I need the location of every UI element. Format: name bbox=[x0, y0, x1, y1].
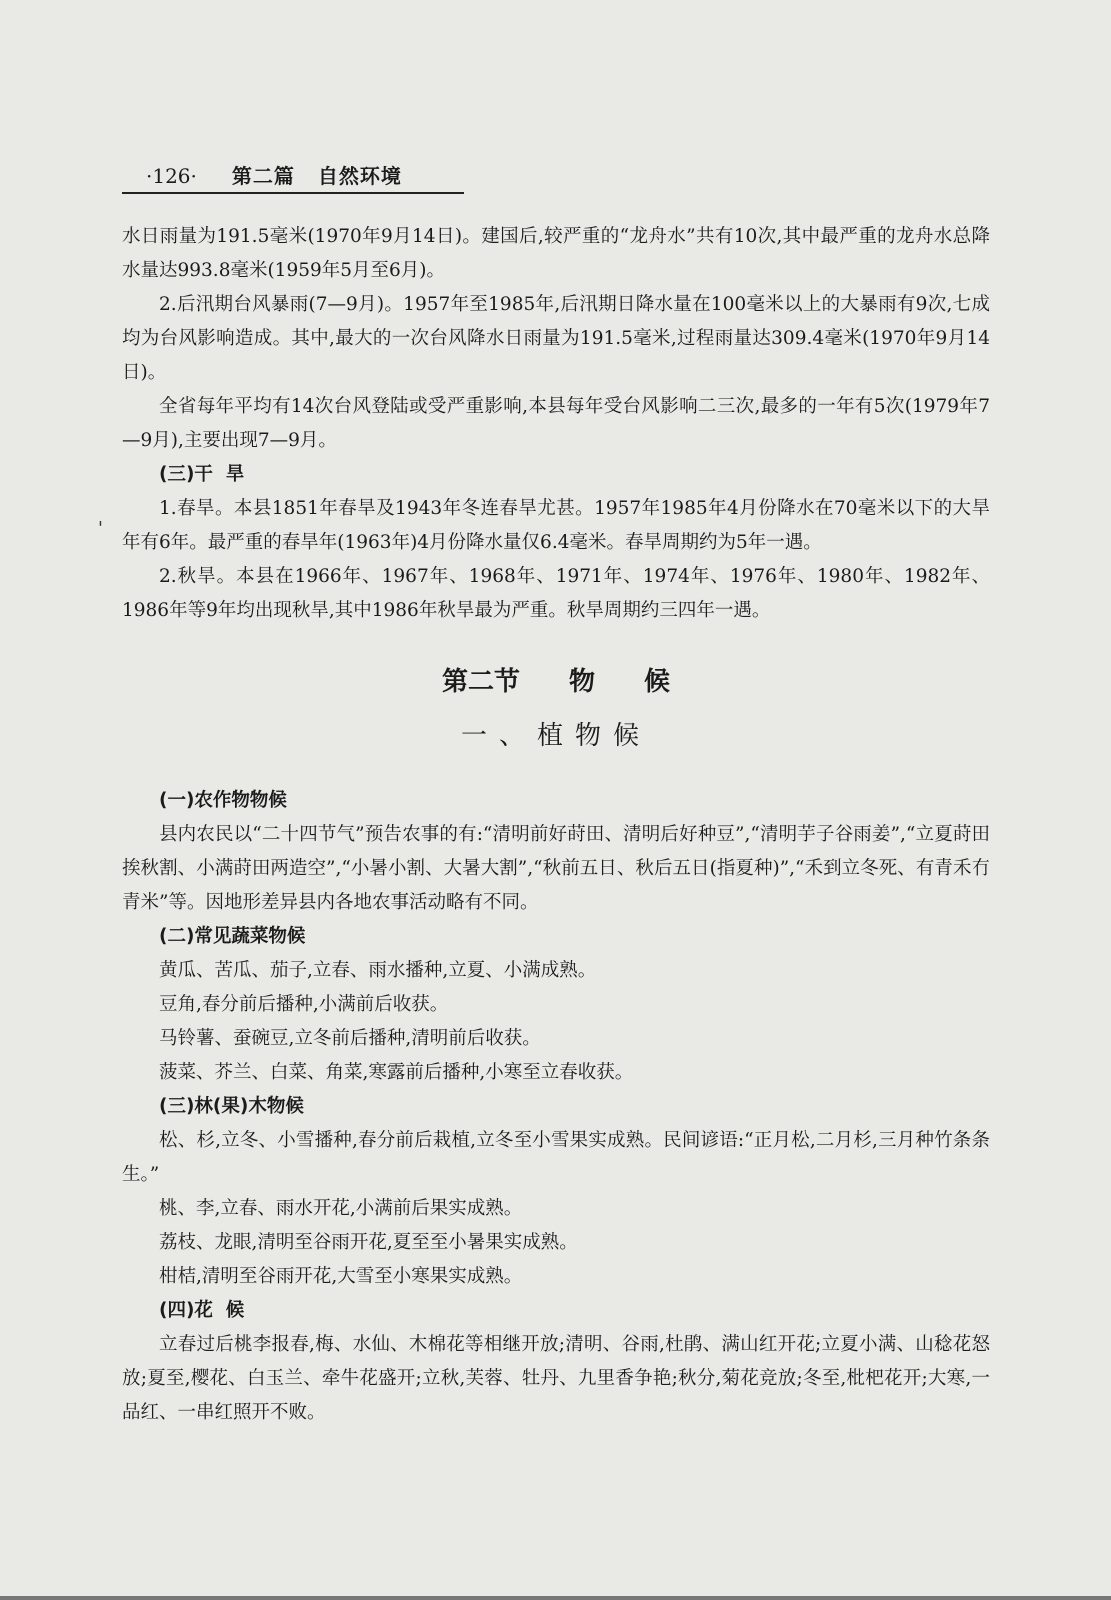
scan-edge bbox=[0, 1596, 1111, 1600]
paragraph: 2.秋旱。本县在1966年、1967年、1968年、1971年、1974年、1976年、1980年、1982年、1986年等9年均出现秋旱,其中1986年秋旱最为严重。秋旱周期约三四年一遇。 bbox=[122, 566, 990, 621]
running-header bbox=[122, 160, 464, 194]
paragraph: 菠菜、芥兰、白菜、角菜,寒露前后播种,小寒至立春收获。 bbox=[159, 1062, 634, 1083]
paragraph: 1.春旱。本县1851年春旱及1943年冬连春旱尤甚。1957年1985年4月份降水在70毫米以下的大旱年有6年。最严重的春旱年(1963年)4月份降水量仅6.4毫米。春旱周期约为5年一遇。 bbox=[122, 498, 990, 553]
section-title: 第二节 物 候 bbox=[441, 667, 671, 697]
paragraph: 黄瓜、苦瓜、茄子,立春、雨水播种,立夏、小满成熟。 bbox=[159, 960, 597, 981]
paragraph: 豆角,春分前后播种,小满前后收获。 bbox=[159, 994, 449, 1015]
paragraph: 水日雨量为191.5毫米(1970年9月14日)。建国后,较严重的“龙舟水”共有10次,其中最严重的龙舟水总降水量达993.8毫米(1959年5月至6月)。 bbox=[122, 226, 990, 281]
paragraph: 荔枝、龙眼,清明至谷雨开花,夏至至小暑果实成熟。 bbox=[159, 1232, 578, 1253]
paragraph: 松、杉,立冬、小雪播种,春分前后栽植,立冬至小雪果实成熟。民间谚语:“正月松,二月杉,三月种竹条条生。” bbox=[122, 1130, 990, 1185]
paragraph: 柑桔,清明至谷雨开花,大雪至小寒果实成熟。 bbox=[159, 1266, 523, 1287]
paragraph: 全省每年平均有14次台风登陆或受严重影响,本县每年受台风影响二三次,最多的一年有5次(1979年7—9月),主要出现7—9月。 bbox=[122, 396, 990, 451]
paragraph: 马铃薯、蚕碗豆,立冬前后播种,清明前后收获。 bbox=[159, 1028, 541, 1049]
part-title: 自然环境 bbox=[317, 164, 402, 188]
margin-mark: ' bbox=[98, 518, 103, 539]
subheading-crops: (一)农作物物候 bbox=[159, 790, 287, 811]
paragraph: 立春过后桃李报春,梅、水仙、木棉花等相继开放;清明、谷雨,杜鹃、满山红开花;立夏小满、山稔花怒放;夏至,樱花、白玉兰、牵牛花盛开;立秋,芙蓉、牡丹、九里香争艳;秋分,菊花竞放;冬至,枇杷花开;大寒,一品红、一串红照开不败。 bbox=[122, 1334, 990, 1423]
paragraph: 桃、李,立春、雨水开花,小满前后果实成熟。 bbox=[159, 1198, 523, 1219]
paragraph: 县内农民以“二十四节气”预告农事的有:“清明前好莳田、清明后好种豆”,“清明芋子谷雨姜”,“立夏莳田挨秋割、小满莳田两造空”,“小暑小割、大暑大割”,“秋前五日、秋后五日(指夏种)”,“禾到立冬死、有青禾冇青米”等。因地形差异县内各地农事活动略有不同。 bbox=[122, 824, 990, 913]
page-body bbox=[122, 220, 990, 1430]
subheading-drought: (三)干 旱 bbox=[159, 464, 245, 485]
paragraph: 2.后汛期台风暴雨(7—9月)。1957年至1985年,后汛期日降水量在100毫米以上的大暴雨有9次,七成均为台风影响造成。其中,最大的一次台风降水日雨量为191.5毫米,过程雨量达309.4毫米(1970年9月14日)。 bbox=[122, 294, 990, 383]
part-label: 第二篇 bbox=[231, 164, 295, 188]
subheading-vegetables: (二)常见蔬菜物候 bbox=[159, 926, 306, 947]
page-number: ·126· bbox=[146, 164, 197, 188]
subsection-title: 一、植物候 bbox=[460, 721, 651, 751]
subheading-flowers: (四)花 候 bbox=[159, 1300, 245, 1321]
subheading-trees: (三)林(果)木物候 bbox=[159, 1096, 304, 1117]
